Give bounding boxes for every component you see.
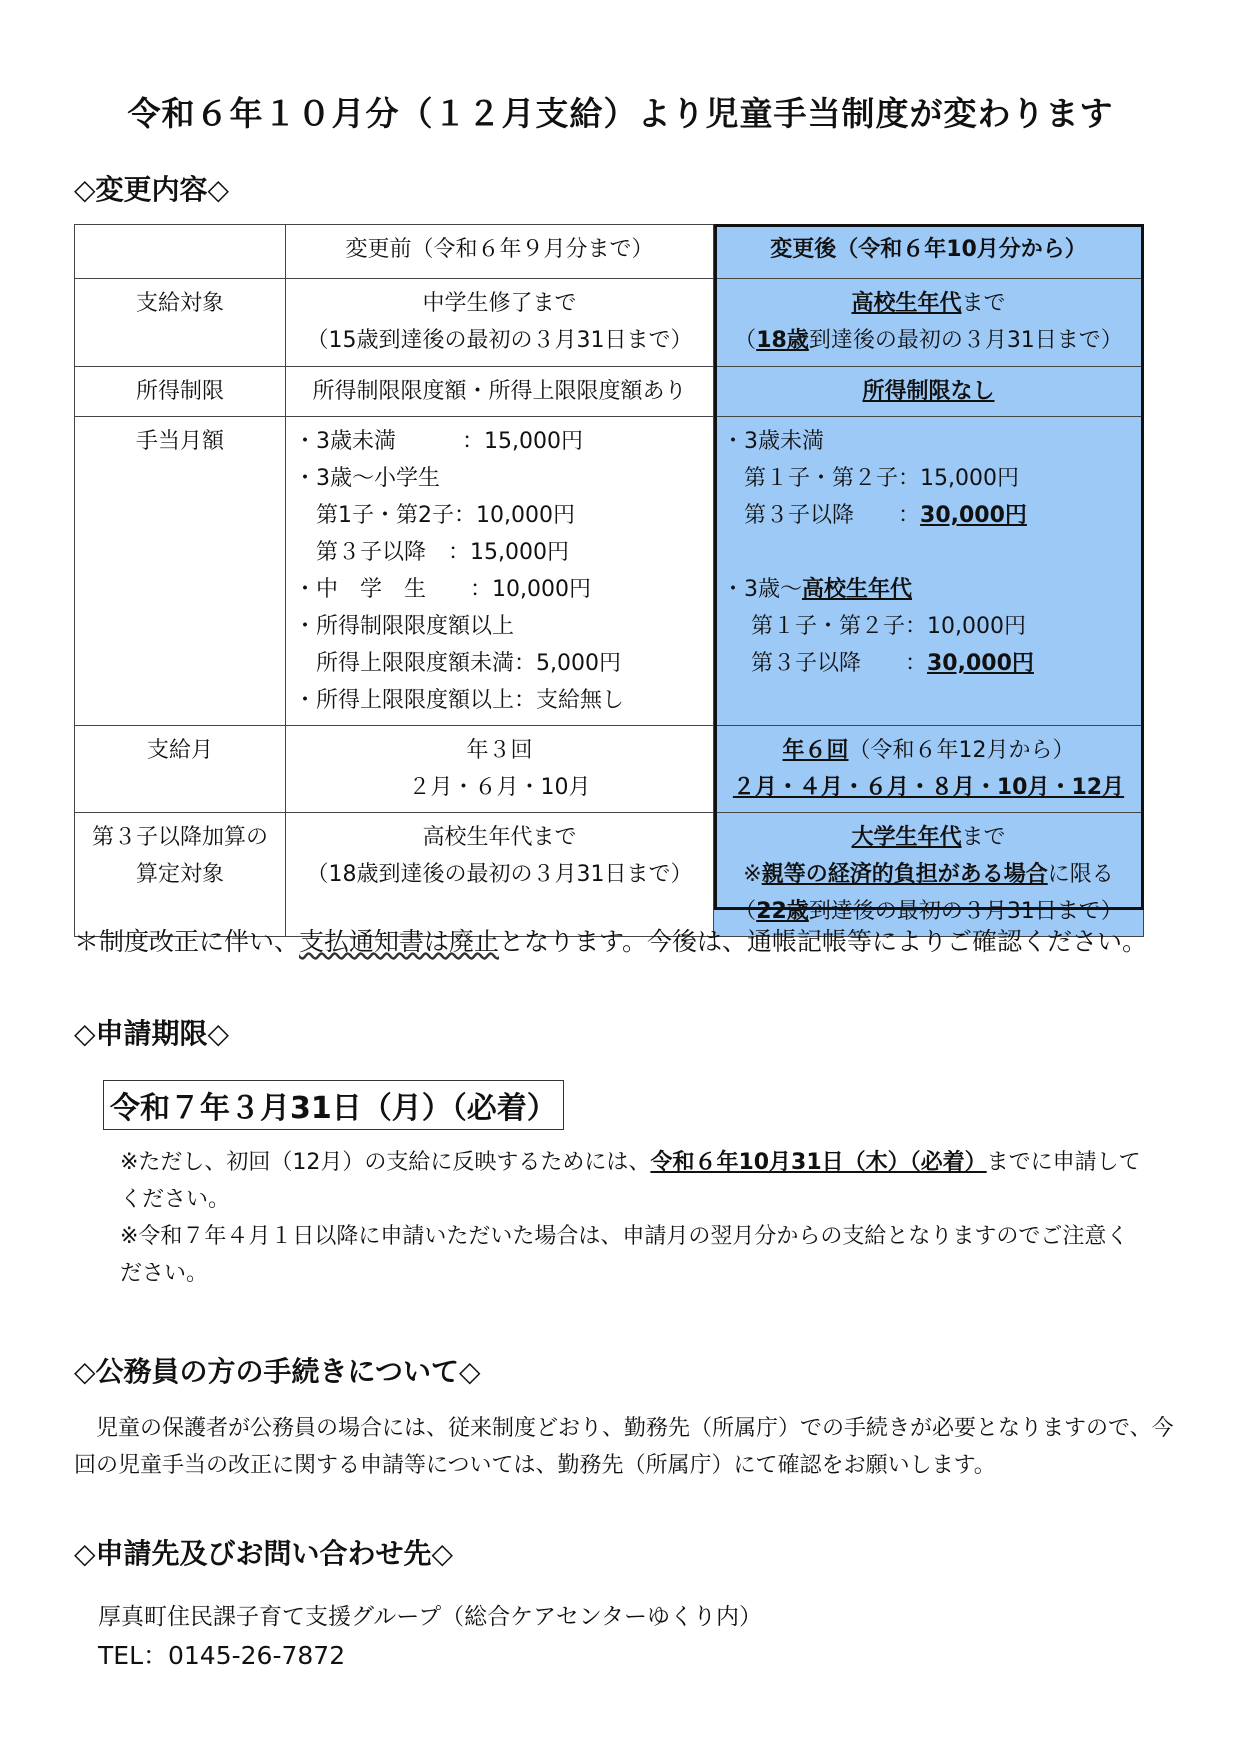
table-row [75, 726, 1144, 813]
text-line: （18歳到達後の最初の３月31日まで） [306, 862, 693, 887]
text-line: ・中 学 生 ：10,000円 [294, 577, 591, 602]
emphasis-text: 高校生年代 [851, 291, 962, 316]
text-line: 算定対象 [135, 862, 224, 887]
text-line: ・3歳未満 ：15,000円 [294, 429, 583, 454]
emphasis-text: ２月・４月・６月・８月・10月・12月 [732, 775, 1125, 800]
emphasis-text: 22歳 [756, 899, 809, 924]
text-line: ・3歳～小学生 [294, 466, 440, 491]
text-fragment: ・3歳～ [722, 577, 802, 602]
comparison-table [74, 224, 1144, 937]
cell-before: 所得制限限度額・所得上限限度額あり [286, 367, 714, 417]
text-line: 児童の保護者が公務員の場合には、従来制度どおり、勤務先（所属庁）での手続きが必要となりますので、今 [74, 1416, 1174, 1441]
text-line: ※令和７年４月１日以降に申請いただいた場合は、申請月の翌月分からの支給となりますのでご注意く [120, 1224, 1129, 1249]
text-fragment: ＊制度改正に伴い、 [74, 927, 300, 956]
text-line: ・所得制限限度額以上 [294, 614, 515, 639]
table-row [75, 813, 1144, 937]
text-fragment: （ [734, 328, 757, 353]
text-fragment: 第３子以降 ： [722, 651, 927, 676]
emphasis-text: 親等の経済的負担がある場合 [761, 862, 1048, 887]
emphasis-text: 年６回 [782, 738, 849, 763]
cell-before [286, 417, 714, 726]
text-fragment: となります。今後は、通帳記帳等によりご確認ください。 [499, 927, 1148, 956]
section-heading-civil-servant: ◇公務員の方の手続きについて◇ [74, 1355, 481, 1388]
text-line: 年３回 [466, 738, 533, 763]
row-label: 所得制限 [75, 367, 286, 417]
cell-before [286, 726, 714, 813]
deadline-notes [120, 1144, 1141, 1292]
text-line: 第１子・第２子：10,000円 [722, 614, 1026, 639]
text-line: （15歳到達後の最初の３月31日まで） [306, 328, 693, 353]
row-label [75, 813, 286, 937]
table-row [75, 417, 1144, 726]
cell-before [286, 279, 714, 367]
text-line: 高校生年代まで [422, 825, 577, 850]
emphasis-text: 支払通知書は廃止 [299, 927, 500, 956]
text-line: ・所得上限限度額以上：支給無し [294, 688, 625, 713]
emphasis-text: 高校生年代 [802, 577, 913, 602]
notice-line [74, 922, 1147, 958]
header-after: 変更後（令和６年10月分から） [714, 225, 1144, 279]
cell-after [714, 726, 1144, 813]
page-title: 令和６年１０月分（１２月支給）より児童手当制度が変わります [127, 94, 1114, 133]
header-empty-cell [75, 225, 286, 279]
contact-phone: TEL：0145-26-7872 [98, 1641, 346, 1670]
cell-before [286, 813, 714, 937]
header-before: 変更前（令和６年９月分まで） [286, 225, 714, 279]
text-fragment: 到達後の最初の３月31日まで） [808, 899, 1123, 924]
cell-after [714, 279, 1144, 367]
text-fragment: 第３子以降 ： [722, 503, 921, 528]
text-fragment: （令和６年12月から） [848, 738, 1075, 763]
civil-servant-paragraph [74, 1410, 1174, 1484]
contact-office: 厚真町住民課子育て支援グループ（総合ケアセンターゆくり内） [98, 1604, 763, 1630]
cell-after [714, 813, 1144, 937]
text-line: ださい。 [120, 1261, 209, 1286]
text-line: ・3歳未満 [722, 429, 824, 454]
emphasis-text: 18歳 [756, 328, 809, 353]
text-line: ください。 [120, 1187, 231, 1212]
text-line: 回の児童手当の改正に関する申請等については、勤務先（所属庁）にて確認をお願いします。 [74, 1453, 996, 1478]
text-fragment: ※ [743, 862, 762, 887]
cell-after [714, 417, 1144, 726]
text-fragment: （ [734, 899, 757, 924]
emphasis-text: 30,000円 [927, 651, 1034, 676]
text-line: 第１子・第２子：15,000円 [722, 466, 1019, 491]
table-row [75, 279, 1144, 367]
emphasis-text: 30,000円 [920, 503, 1027, 528]
text-line: 中学生修了まで [422, 291, 577, 316]
text-fragment: 到達後の最初の３月31日まで） [808, 328, 1123, 353]
row-label: 支給対象 [75, 279, 286, 367]
emphasis-text: 令和６年10月31日（木）（必着） [650, 1150, 987, 1175]
text-fragment: まで [961, 825, 1006, 850]
table-header-row [75, 225, 1144, 279]
text-fragment: までに申請して [986, 1150, 1141, 1175]
text-line: ２月・６月・10月 [408, 775, 591, 800]
emphasis-text: 大学生年代 [851, 825, 962, 850]
deadline-box: 令和７年３月31日（月）（必着） [103, 1080, 564, 1130]
text-line: 第1子・第2子：10,000円 [294, 503, 575, 528]
text-line: 第３子以降 ：15,000円 [294, 540, 569, 565]
text-fragment: ※ただし、初回（12月）の支給に反映するためには、 [120, 1150, 651, 1175]
section-heading-contact: ◇申請先及びお問い合わせ先◇ [74, 1537, 454, 1570]
cell-after: 所得制限なし [714, 367, 1144, 417]
row-label: 手当月額 [75, 417, 286, 726]
table-row [75, 367, 1144, 417]
text-line: 所得上限限度額未満：5,000円 [294, 651, 621, 676]
text-fragment: まで [961, 291, 1006, 316]
section-heading-change: ◇変更内容◇ [74, 173, 230, 206]
text-fragment: に限る [1047, 862, 1114, 887]
text-line: 第３子以降加算の [91, 825, 268, 850]
section-heading-deadline: ◇申請期限◇ [74, 1017, 230, 1050]
row-label: 支給月 [75, 726, 286, 813]
